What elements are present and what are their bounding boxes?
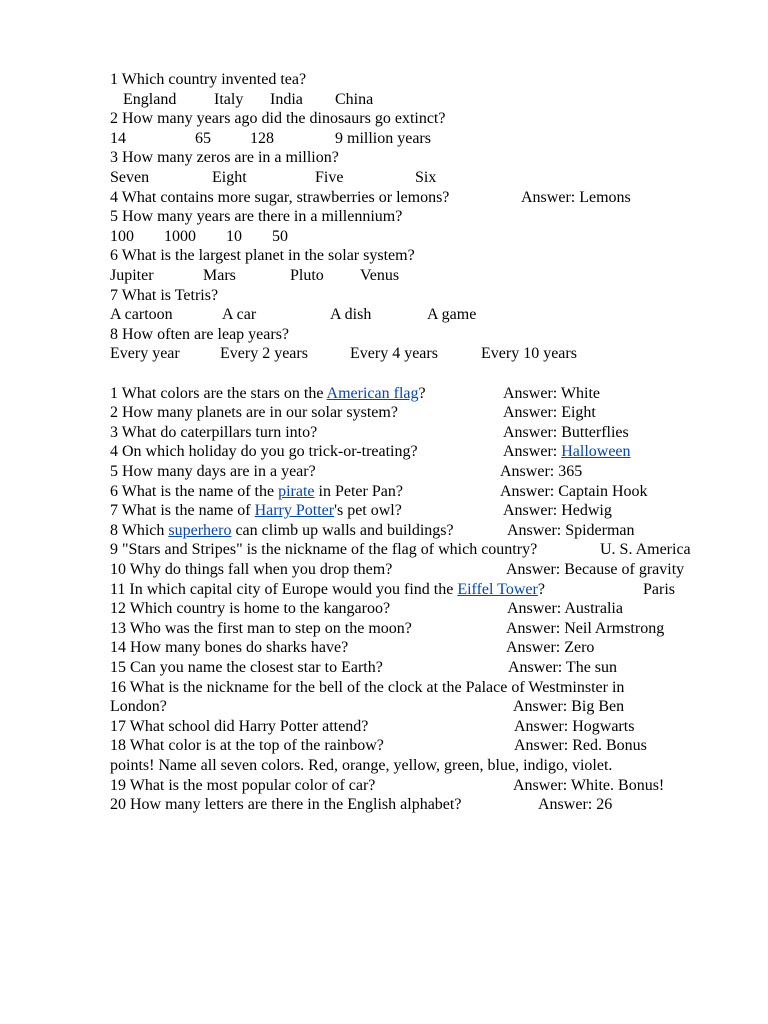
answer: Answer: White. Bonus! xyxy=(513,776,665,794)
option: A game xyxy=(427,306,477,324)
option: Venus xyxy=(360,267,400,284)
question-2-17: 17 What school did Harry Potter attend? Answer: Hogwarts xyxy=(110,717,635,735)
american-flag-link[interactable]: American flag xyxy=(326,384,419,402)
question-6-options xyxy=(110,266,400,286)
option: 10 xyxy=(226,227,242,245)
answer: Answer: Spiderman xyxy=(507,521,635,539)
question-7-options xyxy=(110,305,477,325)
option: Six xyxy=(415,169,437,186)
option: Five xyxy=(315,169,344,186)
option: 1000 xyxy=(164,227,196,245)
question-2-13: 13 Who was the first man to step on the moon? Answer: Neil Armstrong xyxy=(110,619,665,637)
answer: Answer: 365 xyxy=(500,463,583,480)
question-3-options xyxy=(110,168,437,188)
harry-potter-link[interactable]: Harry Potter xyxy=(254,502,335,520)
question-2-18-bonus: points! Name all seven colors. Red, orange, yellow, green, blue, indigo, violet. xyxy=(110,757,613,774)
option: 9 million years xyxy=(335,129,431,147)
option: Mars xyxy=(203,267,236,284)
answer: Answer: Neil Armstrong xyxy=(506,619,665,637)
option: Eight xyxy=(212,169,247,186)
question-2-5: 5 How many days are in a year? Answer: 365 xyxy=(110,463,583,480)
answer: Answer: Zero xyxy=(506,639,595,657)
question-2-6: 6 What is the name of the pirate in Peter Pan? Answer: Captain Hook xyxy=(110,482,648,500)
answer: Answer: Eight xyxy=(503,404,596,422)
option: Every 4 years xyxy=(350,345,438,363)
question-2-2: 2 How many planets are in our solar system? Answer: Eight xyxy=(110,404,596,422)
option: Every year xyxy=(110,345,180,363)
answer: Answer: Lemons xyxy=(521,188,631,206)
option: Every 2 years xyxy=(220,345,308,363)
question-2-8: 8 Which superhero can climb up walls and buildings? Answer: Spiderman xyxy=(110,521,635,539)
answer: Answer: The sun xyxy=(508,659,618,676)
question-2-9: 9 "Stars and Stripes" is the nickname of the flag of which country? U. S. America xyxy=(110,541,691,559)
option: Jupiter xyxy=(110,267,154,284)
question-2-10: 10 Why do things fall when you drop them? Answer: Because of gravity xyxy=(110,561,685,578)
answer: Answer: Halloween xyxy=(503,443,631,461)
option: Every 10 years xyxy=(481,345,577,363)
question-2-15: 15 Can you name the closest star to Earth? Answer: The sun xyxy=(110,659,618,676)
question-2-19: 19 What is the most popular color of car? Answer: White. Bonus! xyxy=(110,776,665,794)
question-2-4: 4 On which holiday do you go trick-or-treating? Answer: Halloween xyxy=(110,443,631,461)
question-2-7: 7 What is the name of Harry Potter's pet owl? Answer: Hedwig xyxy=(110,502,612,520)
answer: Answer: Captain Hook xyxy=(500,482,648,500)
option: Italy xyxy=(214,90,244,108)
question-2-1: 1 What colors are the stars on the American flag? Answer: White xyxy=(110,384,601,402)
option: 50 xyxy=(272,227,288,245)
option: A dish xyxy=(330,306,372,324)
option: 65 xyxy=(195,129,211,147)
pirate-link[interactable]: pirate xyxy=(278,482,315,500)
superhero-link[interactable]: superhero xyxy=(168,521,232,539)
question-2-3: 3 What do caterpillars turn into? Answer: Butterflies xyxy=(110,423,629,441)
answer: Answer: 26 xyxy=(538,796,613,814)
option: Seven xyxy=(110,169,150,186)
question-2-16: 16 What is the nickname for the bell of the clock at the Palace of Westminster in xyxy=(110,678,625,696)
option: Pluto xyxy=(290,267,324,284)
answer: Answer: Hogwarts xyxy=(514,717,635,735)
answer: Answer: Butterflies xyxy=(503,423,629,441)
eiffel-tower-link[interactable]: Eiffel Tower xyxy=(457,580,538,598)
question-5-options xyxy=(110,227,288,247)
answer: Paris xyxy=(643,580,675,598)
question-2-18: 18 What color is at the top of the rainbow? Answer: Red. Bonus xyxy=(110,737,647,755)
option: 128 xyxy=(250,129,274,147)
answer: Answer: White xyxy=(503,384,601,402)
question-2-options xyxy=(110,129,431,149)
answer: U. S. America xyxy=(600,541,691,559)
option: A cartoon xyxy=(110,306,173,324)
question-2-14: 14 How many bones do sharks have? Answer: Zero xyxy=(110,639,595,657)
halloween-link[interactable]: Halloween xyxy=(561,443,631,461)
question-2-11: 11 In which capital city of Europe would you find the Eiffel Tower? Paris xyxy=(110,580,675,598)
question-2-16-cont: London? Answer: Big Ben xyxy=(110,698,625,716)
question-8-options xyxy=(110,344,577,364)
question-2-20: 20 How many letters are there in the English alphabet? Answer: 26 xyxy=(110,796,613,814)
question-2-12: 12 Which country is home to the kangaroo? Answer: Australia xyxy=(110,600,623,618)
answer: Answer: Australia xyxy=(507,600,623,618)
answer: Answer: Hedwig xyxy=(503,502,612,520)
question-1-options xyxy=(110,90,374,110)
option: China xyxy=(335,90,374,108)
document-page: 1 Which country invented tea? England Italy India China 2 How many years ago did the dinosaurs go extinct? 14 65 128 9 million years 3 How many zeros are in a million? Seven Eight Five Six 4 What contains more sugar, strawberries or lemons? Answer: Lemons 5 How many years are there in a millennium? 100 1000 10 50 6 What is the largest planet in the solar system? Jupiter Mars Pluto Venus 7 What is Tetris? A cartoon A car A dish A game 8 How often are leap years? Every year Every 2 years Every 4 years Every 10 years 1 What colors are the stars on the American flag? Answer: White 2 How many planets are in our solar system? Answer: Eight 3 What do caterpillars turn into? Answer: Butterflies 4 On which holiday do you go trick-or-treating? Answer: Halloween 5 How many days are in a year? Answer: 365 6 What is the name of the pirate in Peter Pan? Answer: Captain Hook 7 What is the name of Harry Potter's pet owl? Answer: Hedwig 8 Which superhero can climb up walls and buildings? Answer: Spiderman 9 "Stars and Stripes" is the nickname of the flag of which country? U. S. America 10 Why do things fall when you drop them? Answer: Because of gravity 11 In which capital city of Europe would you find the Eiffel Tower? Paris 12 Which country is home to the kangaroo? Answer: Australia 13 Who was the first man to step on the moon? Answer: Neil Armstrong 14 How many bones do sharks have? Answer: Zero 15 Can you name the closest star to Earth? Answer: The sun 16 What is the nickname for the bell of the clock at the Palace of Westminster in London? Answer: Big Ben 17 What school did Harry Potter attend? Answer: Hogwarts 18 What color is at the top of the rainbow? Answer: Red. Bonus points! Name all seven colors. Red, orange, yellow, green, blue, indigo, violet. 19 What is the most popular color of car? Answer: White. Bonus! 20 How many letters are there in the English alphabet? Answer: 26 xyxy=(110,71,691,814)
option: 14 xyxy=(110,129,126,147)
option: England xyxy=(123,90,177,108)
option: 100 xyxy=(110,227,134,245)
option: A car xyxy=(222,306,257,324)
answer: Answer: Big Ben xyxy=(513,698,625,716)
option: India xyxy=(270,90,303,108)
answer: Answer: Because of gravity xyxy=(506,561,685,578)
question-4: 4 What contains more sugar, strawberries or lemons? Answer: Lemons xyxy=(110,188,631,206)
answer: Answer: Red. Bonus xyxy=(514,737,647,755)
